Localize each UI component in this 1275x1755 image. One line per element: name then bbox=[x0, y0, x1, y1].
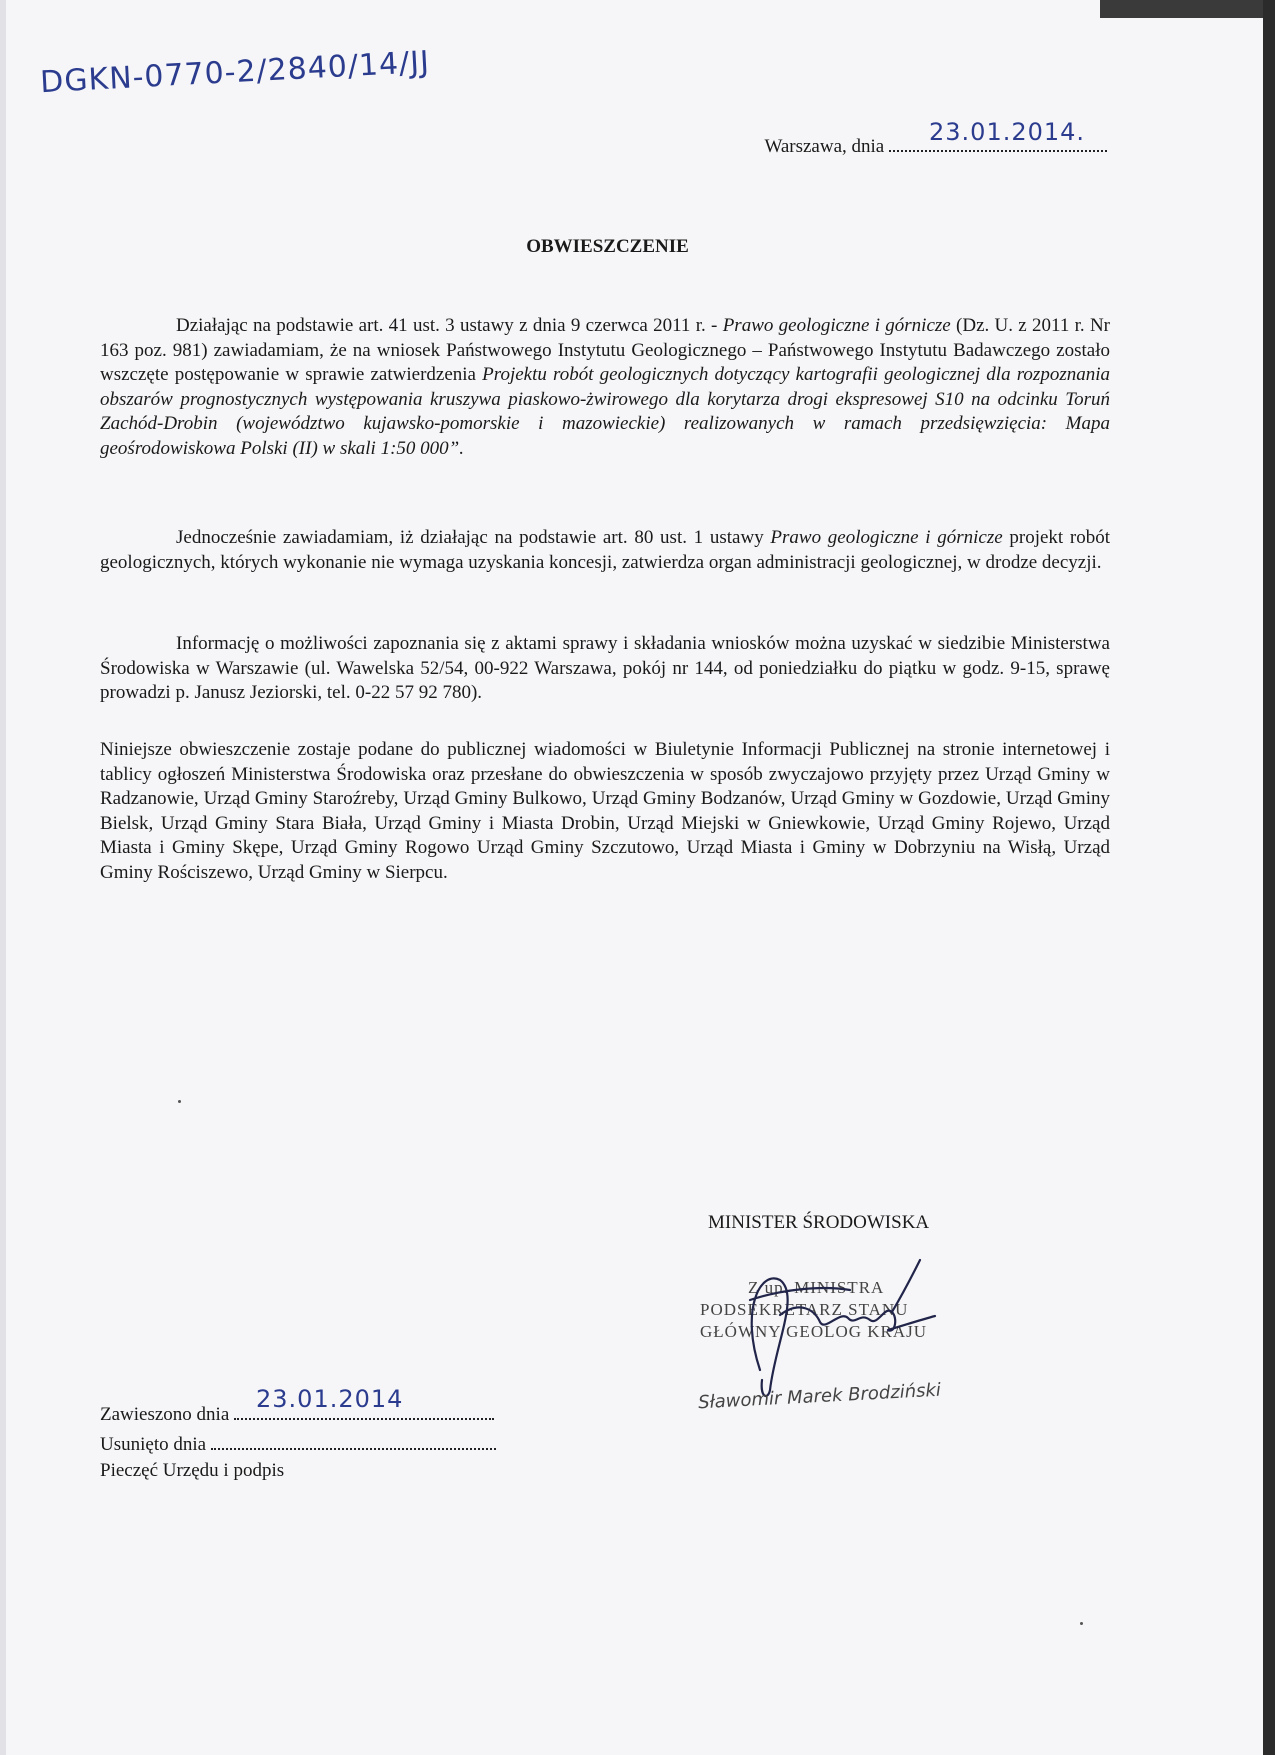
signatory-name: Sławomir Marek Brodziński bbox=[697, 1379, 942, 1414]
stamp-line-3: GŁÓWNY GEOLOG KRAJU bbox=[700, 1322, 928, 1341]
removed-label: Usunięto dnia bbox=[100, 1434, 207, 1455]
p2-text-c: projekt robót geologicznych, których wykonanie nie wymaga uzyskania koncesji, zatwierdza organ administracji geologicznej, w drodze decyzji. bbox=[100, 527, 1110, 573]
date-line bbox=[764, 118, 1107, 158]
removed-line bbox=[100, 1428, 496, 1458]
scan-edge-left bbox=[0, 0, 6, 1755]
paragraph-3 bbox=[100, 632, 1110, 706]
p1-text-d: Projektu robót geologicznych dotyczący kartografii geologicznej dla rozpoznania obszarów prognostycznych występowania kruszywa piaskowo-żwirowego dla korytarza drogi ekspresowej S10 na odcinku Toruń Zachód-Drobin (województwo kujawsko-pomorskie i mazowieckie) realizowanych w ramach przedsięwzięcia: Mapa geośrodowiskowa Polski (II) w skali 1:50 000”. bbox=[100, 364, 1110, 459]
p2-text-a: Jednocześnie zawiadamiam, iż działając na podstawie art. 80 ust. 1 ustawy bbox=[176, 527, 771, 548]
p3-text: Informację o możliwości zapoznania się z aktami sprawy i składania wniosków można uzyskać w siedzibie Ministerstwa Środowiska w Warszawie (ul. Wawelska 52/54, 00-922 Warszawa, pokój nr 144, od poniedziałku do piątku w godz. 9-15, sprawę prowadzi p. Janusz Jeziorski, tel. 0-22 57 92 780). bbox=[100, 633, 1110, 703]
scan-speck bbox=[1080, 1622, 1083, 1625]
paragraph-4 bbox=[100, 738, 1110, 885]
stamp-line-2: PODSEKRETARZ STANU bbox=[700, 1300, 909, 1319]
p1-text-a: Działając na podstawie art. 41 ust. 3 ustawy z dnia 9 czerwca 2011 r. - bbox=[176, 315, 723, 336]
hung-date: 23.01.2014 bbox=[256, 1385, 404, 1413]
reference-number: DGKN-0770-2/2840/14/JJ bbox=[39, 44, 431, 101]
date-field bbox=[889, 118, 1107, 152]
paragraph-1 bbox=[100, 314, 1110, 461]
seal-label: Pieczęć Urzędu i podpis bbox=[100, 1460, 285, 1481]
hung-label: Zawieszono dnia bbox=[100, 1404, 230, 1425]
hung-date-field bbox=[234, 1385, 494, 1420]
minister-title: MINISTER ŚRODOWISKA bbox=[708, 1212, 930, 1233]
posting-block bbox=[100, 1385, 496, 1484]
document-title: OBWIESZCZENIE bbox=[526, 236, 689, 257]
p2-text-b: Prawo geologiczne i górnicze bbox=[770, 527, 1003, 548]
p4-text: Niniejsze obwieszczenie zostaje podane do publicznej wiadomości w Biuletynie Informacji Publicznej na stronie internetowej i tablicy ogłoszeń Ministerstwa Środowiska oraz przesłane do obwieszczenia w sposób zwyczajowo przyjęty przez Urząd Gminy w Radzanowie, Urząd Gminy Staroźreby, Urząd Gminy Bulkowo, Urząd Gminy Bodzanów, Urząd Gminy w Gozdowie, Urząd Gminy Bielsk, Urząd Gminy Stara Biała, Urząd Gminy i Miasta Drobin, Urząd Miejski w Gniewkowie, Urząd Gminy Rojewo, Urząd Miasta i Gminy Skępe, Urząd Gminy Rogowo Urząd Gminy Szczutowo, Urząd Miasta i Gminy w Dobrzyniu na Wisłą, Urząd Gminy Rościszewo, Urząd Gminy w Sierpcu. bbox=[100, 739, 1110, 883]
paragraph-2 bbox=[100, 526, 1110, 575]
scan-speck bbox=[178, 1100, 181, 1103]
removed-date-field bbox=[211, 1428, 496, 1450]
hung-line bbox=[100, 1385, 496, 1428]
date-label: Warszawa, dnia bbox=[764, 136, 885, 157]
scan-edge-top bbox=[1100, 0, 1275, 18]
scan-edge-right bbox=[1263, 0, 1275, 1755]
p1-text-b: Prawo geologiczne i górnicze bbox=[722, 315, 951, 336]
handwritten-date: 23.01.2014. bbox=[929, 118, 1086, 146]
stamp-line-1: Z up. MINISTRA bbox=[748, 1278, 885, 1297]
p1-text-c: (Dz. U. z 2011 r. Nr 163 poz. 981) zawiadamiam, że na wniosek Państwowego Instytutu Geologicznego – Państwowego Instytutu Badawczego zostało wszczęte postępowanie w sprawie zatwierdzenia bbox=[100, 315, 1111, 385]
